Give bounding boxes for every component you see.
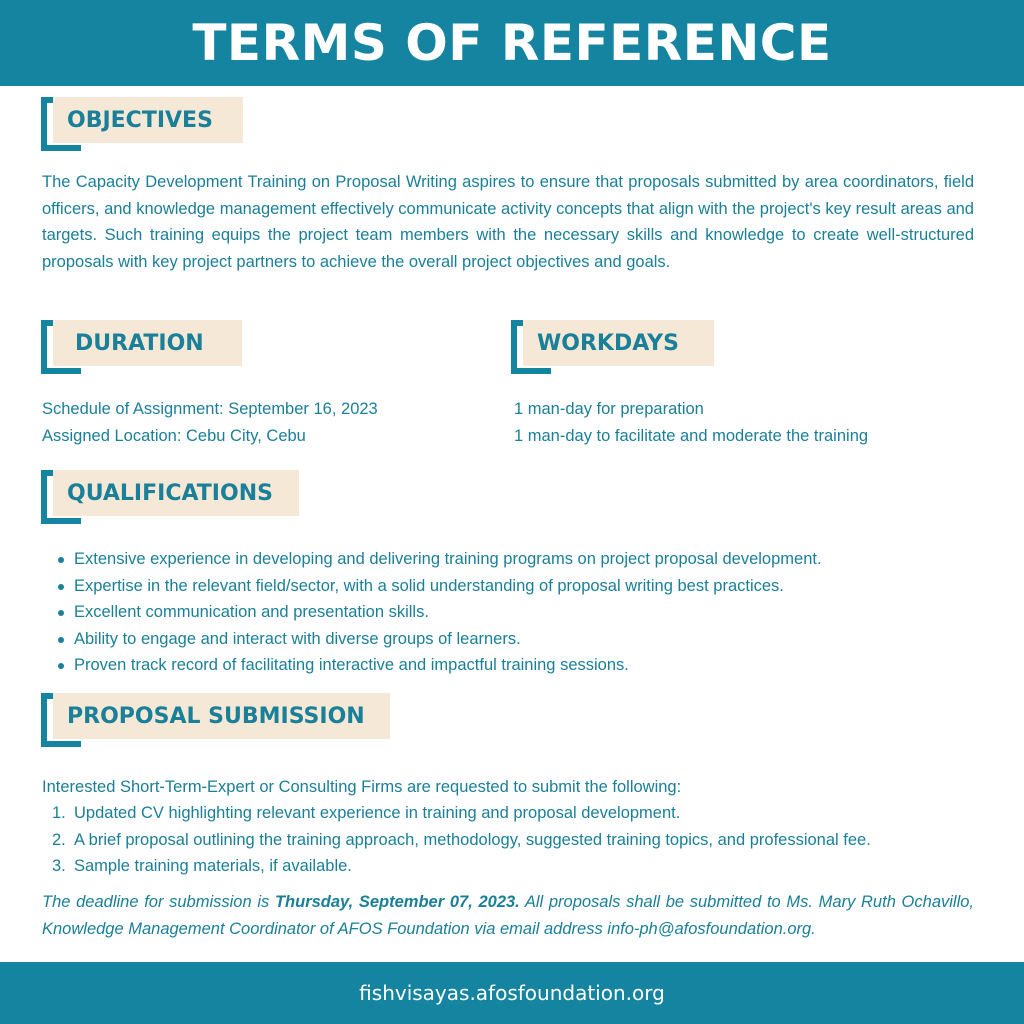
duration-schedule: Schedule of Assignment: September 16, 2023 — [42, 400, 378, 418]
footer-banner — [0, 962, 1024, 1024]
step-text: Sample training materials, if available. — [74, 857, 352, 875]
deadline-note — [42, 889, 974, 942]
workdays-heading-label: WORKDAYS — [523, 320, 714, 366]
deadline-details: All proposals shall be submitted to Ms. Mary Ruth Ochavillo, Knowledge Management Coordinator of AFOS Foundation via email address info-ph@afosfoundation.org. — [42, 893, 974, 938]
list-item: Ability to engage and interact with diverse groups of learners. — [56, 626, 996, 653]
workdays-details — [514, 396, 868, 450]
list-item — [52, 800, 871, 827]
duration-heading-label: DURATION — [53, 320, 242, 366]
step-number: 1. — [52, 804, 66, 822]
page-title: TERMS OF REFERENCE — [192, 14, 832, 72]
list-item: Expertise in the relevant field/sector, with a solid understanding of proposal writing best practices. — [56, 573, 996, 600]
list-item — [52, 853, 871, 880]
list-item: Proven track record of facilitating interactive and impactful training sessions. — [56, 652, 996, 679]
list-item: Excellent communication and presentation skills. — [56, 599, 996, 626]
objectives-text: The Capacity Development Training on Proposal Writing aspires to ensure that proposals submitted by area coordinators, field officers, and knowledge management effectively communicate activity concepts that align with the project's key result areas and targets. Such training equips the project team members with the necessary skills and knowledge to create well-structured proposals with key project partners to achieve the overall project objectives and goals. — [42, 173, 974, 271]
list-item: Extensive experience in developing and delivering training programs on project proposal development. — [56, 546, 996, 573]
duration-details — [42, 396, 378, 450]
submission-intro: Interested Short-Term-Expert or Consulting Firms are requested to submit the following: — [42, 778, 682, 796]
duration-location: Assigned Location: Cebu City, Cebu — [42, 427, 306, 445]
workdays-facilitation: 1 man-day to facilitate and moderate the training — [514, 427, 869, 445]
list-item — [52, 827, 871, 854]
step-text: Updated CV highlighting relevant experience in training and proposal development. — [74, 804, 681, 822]
deadline-intro: The deadline for submission is — [42, 893, 275, 911]
qualifications-list — [56, 546, 996, 679]
workdays-preparation: 1 man-day for preparation — [514, 400, 704, 418]
submission-steps — [52, 800, 871, 880]
header-banner — [0, 0, 1024, 86]
deadline-date: Thursday, September 07, 2023. — [274, 893, 520, 911]
qualifications-heading-label: QUALIFICATIONS — [53, 470, 299, 516]
footer-url: fishvisayas.afosfoundation.org — [359, 981, 665, 1005]
submission-heading-label: PROPOSAL SUBMISSION — [53, 693, 390, 739]
objectives-heading-label: OBJECTIVES — [53, 97, 243, 143]
step-text: A brief proposal outlining the training approach, methodology, suggested training topics, and professional fee. — [74, 830, 871, 849]
step-number: 2. — [52, 830, 66, 849]
step-number: 3. — [52, 857, 66, 875]
